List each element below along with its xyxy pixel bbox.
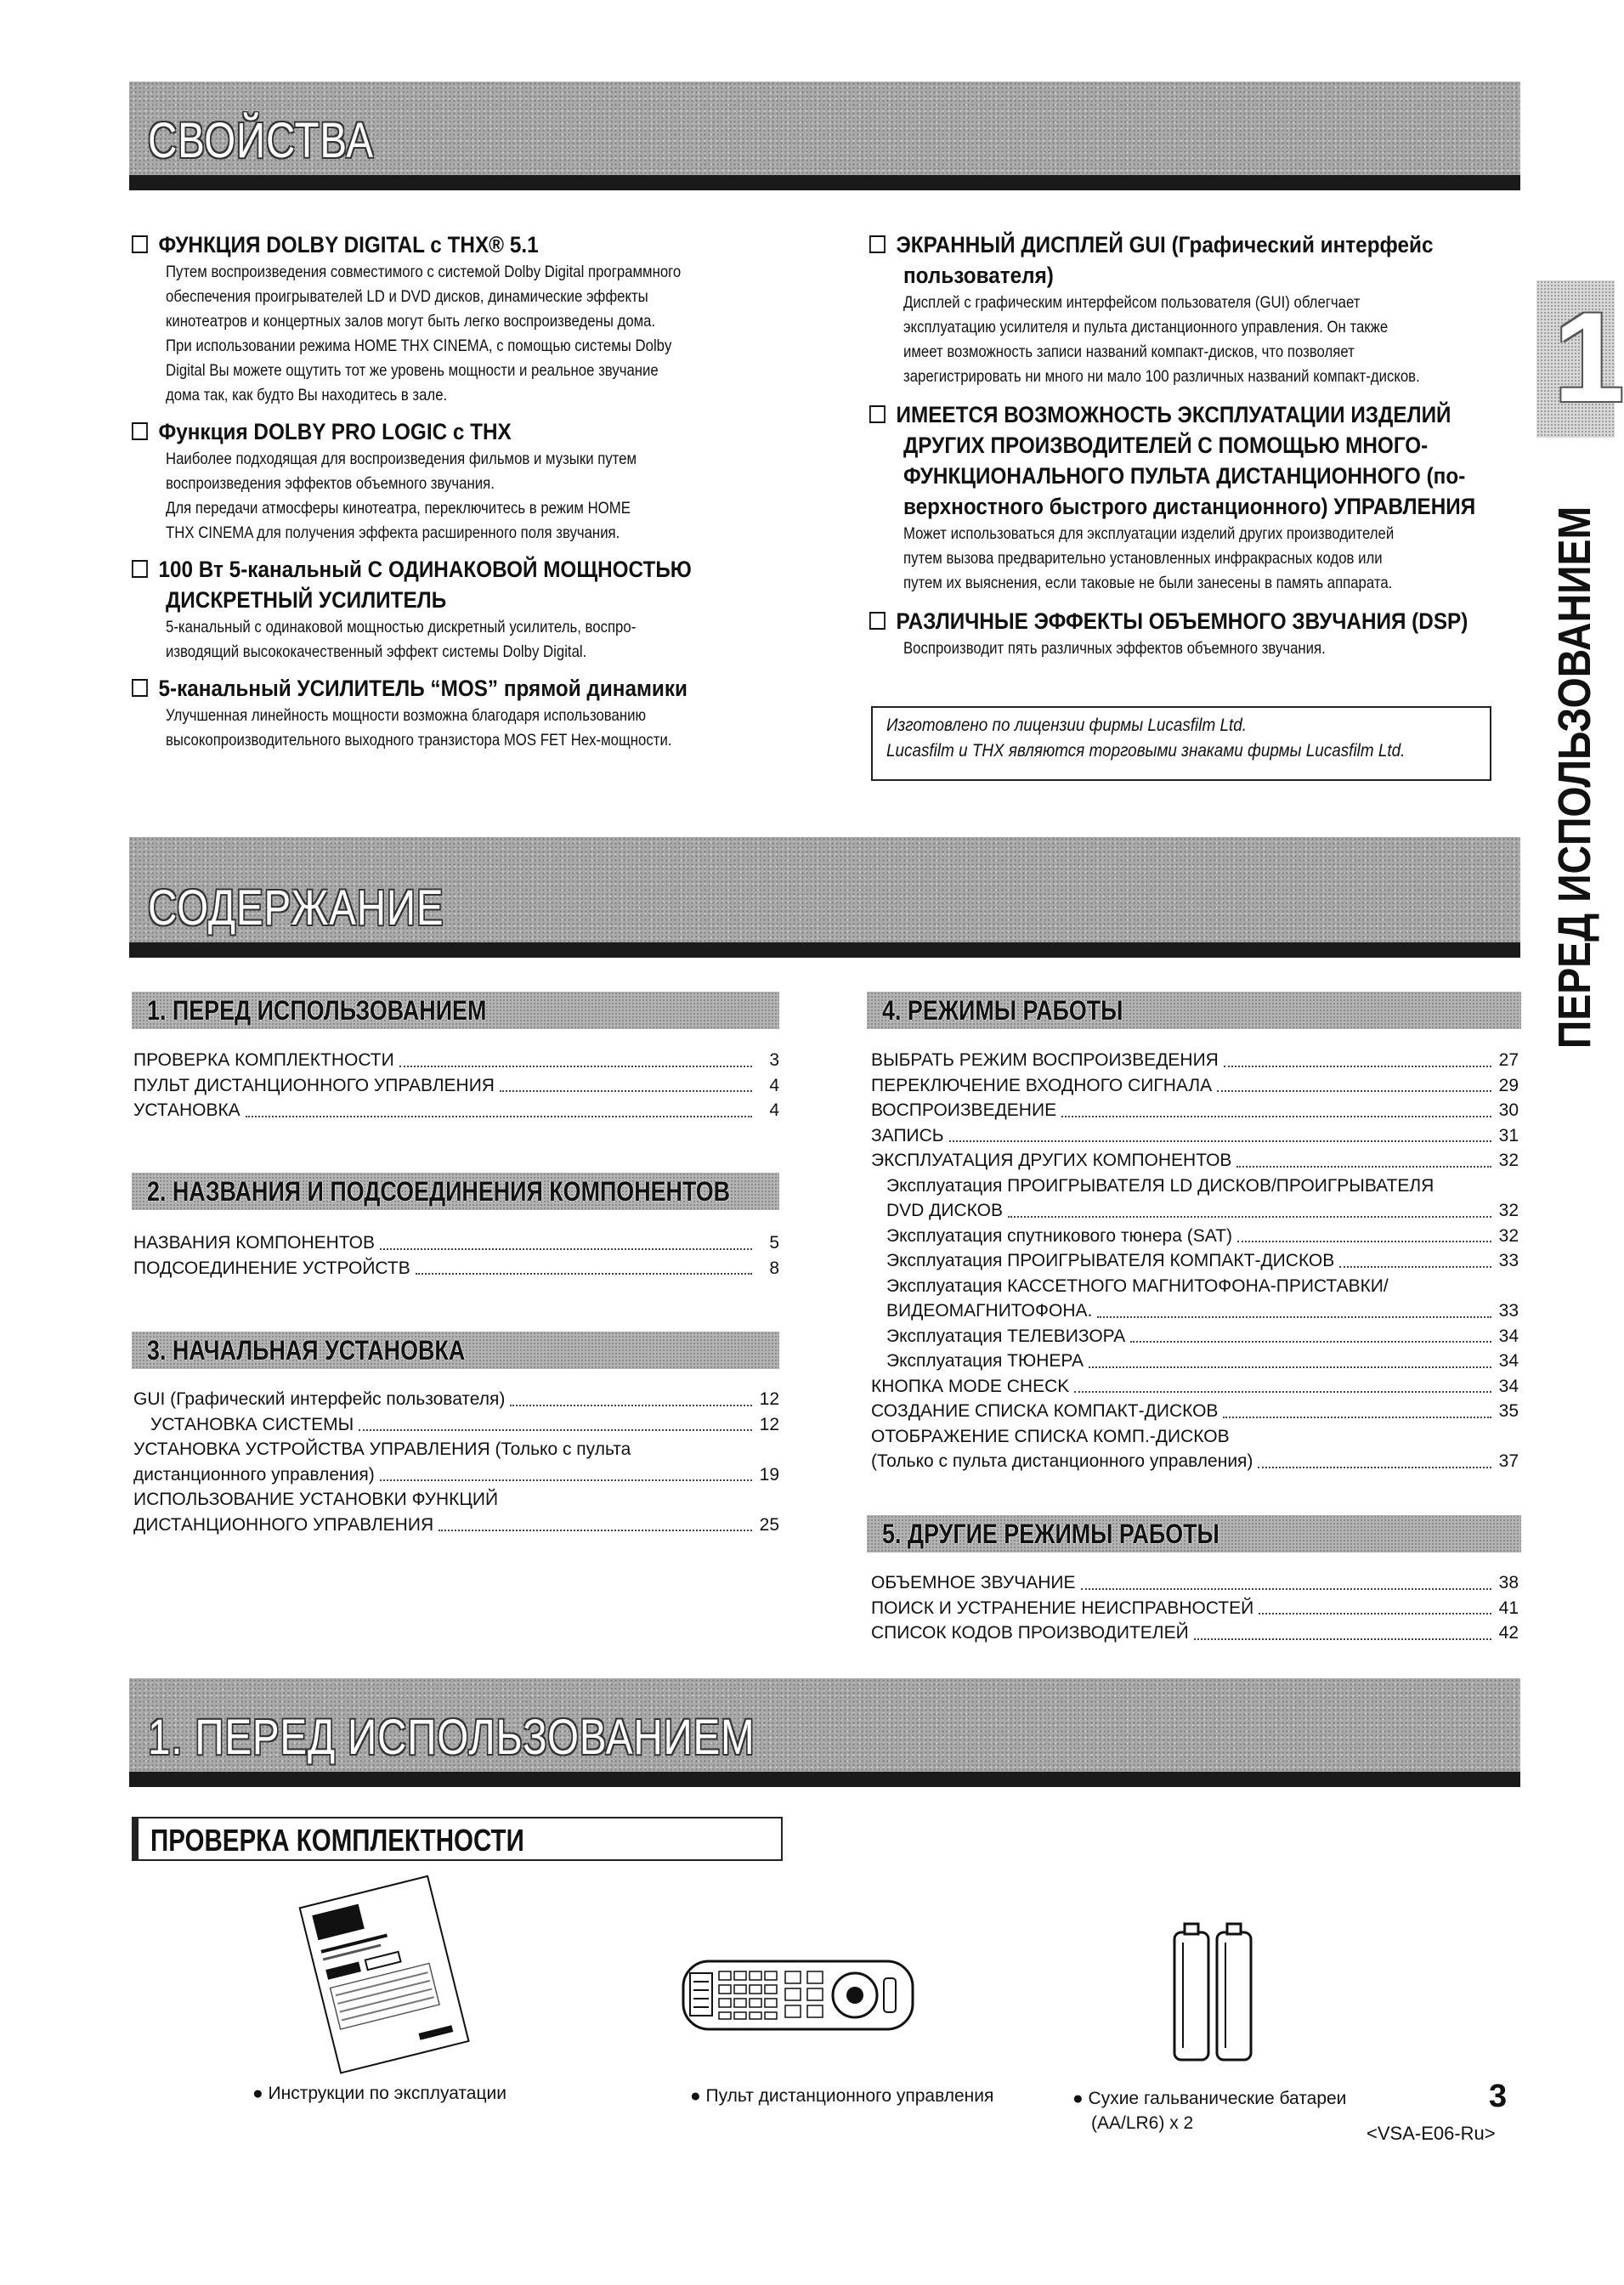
feature-heading-text: Функция DOLBY PRO LOGIC с THX [158,419,512,444]
feature-heading [132,673,713,704]
toc-entry[interactable] [871,1349,1519,1374]
feature-text: THX CINEMA для получения эффекта расширенного поля звучания. [166,523,620,542]
chapter-side-tab [1536,280,1624,438]
toc-entry-label: ВИДЕОМАГНИТОФОНА. [886,1301,1093,1321]
feature-dsp [869,606,1519,661]
toc-entry-label: (Только с пульта дистанционного управления) [871,1451,1253,1471]
toc-entry-label: DVD ДИСКОВ [886,1201,1003,1220]
toc-section-3 [133,1387,779,1537]
toc-entry[interactable] [871,1449,1519,1474]
leader-dots [359,1429,752,1431]
license-line: Изготовлено по лицензии фирмы Lucasfilm Ltd. [886,715,1247,735]
toc-page-number: 35 [1498,1401,1519,1421]
toc-entry-label: Эксплуатация ПРОИГРЫВАТЕЛЯ LD ДИСКОВ/ПРОИГРЫВАТЕЛЯ [886,1175,1434,1196]
toc-page-number: 31 [1498,1125,1519,1145]
bullet-icon: ● [252,2084,263,2103]
toc-entry-label: ПУЛЬТ ДИСТАНЦИОННОГО УПРАВЛЕНИЯ [133,1075,495,1095]
toc-entry-label: ДИСТАНЦИОННОГО УПРАВЛЕНИЯ [133,1514,434,1535]
feature-pro-logic [132,416,778,546]
toc-page-number: 12 [759,1414,779,1434]
feature-text: Воспроизводит пять различных эффектов объемного звучания. [903,639,1326,658]
toc-entry-label: GUI (Графический интерфейс пользователя) [133,1389,506,1409]
feature-text: 5-канальный с одинаковой мощностью дискретный усилитель, воспро- [166,618,637,636]
caption-batteries [1072,2086,1346,2135]
license-line: Lucasfilm и THX являются торговыми знаками фирмы Lucasfilm Ltd. [886,741,1406,761]
feature-text: изводящий высококачественный эффект системы Dolby Digital. [166,642,587,661]
toc-entry[interactable] [133,1256,779,1281]
leader-dots [1194,1638,1491,1640]
feature-text: Digital Вы можете ощутить тот же уровень мощности и реальное звучание [166,361,659,380]
toc-section-1-header [132,992,779,1029]
toc-section-title: 3. НАЧАЛЬНАЯ УСТАНОВКА [147,1335,466,1366]
leader-dots [510,1405,752,1406]
toc-entry-label: Эксплуатация спутникового тюнера (SAT) [886,1225,1232,1246]
toc-entry[interactable] [871,1570,1519,1596]
side-tab-label [1536,467,1613,1088]
toc-page-number: 32 [1498,1151,1519,1170]
feature-amplifier [132,554,778,665]
feature-heading [132,416,713,447]
toc-section-5 [871,1570,1519,1646]
toc-entry-label: ПОИСК И УСТРАНЕНИЕ НЕИСПРАВНОСТЕЙ [871,1598,1254,1618]
toc-entry-label: УСТАНОВКА [133,1100,240,1120]
toc-entry-label: ЭКСПЛУАТАЦИЯ ДРУГИХ КОМПОНЕНТОВ [871,1151,1232,1170]
toc-entry-label: ВОСПРОИЗВЕДЕНИЕ [871,1100,1057,1120]
toc-entry[interactable] [871,1399,1519,1424]
leader-dots [1237,1241,1491,1242]
caption-batteries-line [1072,2086,1346,2111]
side-tab-text: ПЕРЕД ИСПОЛЬЗОВАНИЕМ [1549,506,1600,1049]
toc-entry[interactable] [133,1230,779,1256]
banner-rule [129,942,1520,958]
feature-text: кинотеатров и концертных залов могут быть легко воспроизведены дома. [166,312,656,331]
contents-banner [129,837,1520,958]
toc-entry[interactable] [871,1098,1519,1123]
checkbox-square-icon [869,405,886,423]
feature-heading-text: ФУНКЦИЯ DOLBY DIGITAL с THX® 5.1 [158,232,539,257]
feature-mos [132,673,778,753]
license-box [871,706,1491,781]
toc-entry-label: ЗАПИСЬ [871,1125,944,1145]
toc-page-number: 38 [1498,1573,1519,1592]
feature-heading-text: РАЗЛИЧНЫЕ ЭФФЕКТЫ ОБЪЕМНОГО ЗВУЧАНИЯ (DSP) [896,608,1468,634]
toc-section-2 [133,1230,779,1281]
chapter-title: 1. ПЕРЕД ИСПОЛЬЗОВАНИЕМ [148,1710,755,1765]
feature-heading-text: ЭКРАННЫЙ ДИСПЛЕЙ GUI (Графический интерфейс [896,232,1434,257]
toc-entry-label: СПИСОК КОДОВ ПРОИЗВОДИТЕЛЕЙ [871,1623,1189,1643]
toc-page-number: 34 [1498,1376,1519,1396]
leader-dots [1008,1216,1491,1218]
document-code: <VSA-E06-Ru> [1367,2123,1496,2144]
leader-dots [1217,1090,1491,1092]
feature-text: Может использоваться для эксплуатации изделий других производителей [903,524,1395,543]
leader-dots [439,1530,752,1531]
toc-entry-label: НАЗВАНИЯ КОМПОНЕНТОВ [133,1233,376,1253]
toc-section-5-header [867,1515,1521,1553]
caption-manual [252,2084,506,2104]
leader-dots [1224,1066,1491,1067]
toc-entry-label: ОБЪЕМНОЕ ЗВУЧАНИЕ [871,1573,1076,1592]
leader-dots [380,1479,752,1481]
bullet-icon: ● [1072,2089,1084,2108]
toc-page-number: 5 [769,1233,779,1253]
toc-entry[interactable] [133,1513,779,1538]
toc-page-number: 25 [759,1514,779,1535]
feature-heading-text: 5-канальный УСИЛИТЕЛЬ “MOS” прямой динамики [158,676,688,701]
toc-entry-label: дистанционного управления) [133,1464,375,1485]
toc-section-title: 2. НАЗВАНИЯ И ПОДСОЕДИНЕНИЯ КОМПОНЕНТОВ [147,1176,731,1207]
checkbox-square-icon [869,612,886,630]
toc-page-number: 32 [1498,1201,1519,1220]
toc-page-number: 27 [1498,1050,1519,1070]
toc-page-number: 19 [759,1464,779,1485]
feature-text: имеет возможность записи названий компакт-дисков, что позволяет [903,342,1355,361]
toc-page-number: 4 [769,1075,779,1095]
feature-text: Улучшенная линейность мощности возможна благодаря использованию [166,706,647,725]
features-title: СВОЙСТВА [148,113,374,168]
caption-text: Сухие гальванические батареи [1088,2089,1347,2108]
toc-section-2-header [132,1173,779,1210]
leader-dots [1339,1266,1491,1268]
feature-text: дома так, как будто Вы находитесь в зале. [166,386,448,404]
bullet-icon: ● [690,2086,701,2106]
toc-section-title: 5. ДРУГИЕ РЕЖИМЫ РАБОТЫ [882,1519,1219,1549]
feature-heading [869,606,1468,636]
leader-dots [399,1066,752,1067]
leader-dots [246,1116,752,1117]
caption-remote [690,2086,993,2107]
toc-entry-label: Эксплуатация ТЮНЕРА [886,1351,1084,1371]
feature-heading-text: ДРУГИХ ПРОИЗВОДИТЕЛЕЙ С ПОМОЩЬЮ МНОГО- [903,433,1429,458]
features-banner [129,82,1520,190]
checkbox-square-icon [132,679,148,697]
manual-booklet [300,1876,469,2073]
toc-entry[interactable] [133,1462,779,1488]
features-right [869,229,1519,661]
toc-entry[interactable] [871,1596,1519,1621]
caption-text: Пульт дистанционного управления [705,2086,994,2106]
leader-dots [416,1273,752,1275]
toc-entry[interactable] [133,1387,779,1412]
features-left [132,229,778,753]
leader-dots [1097,1316,1491,1318]
toc-entry[interactable] [871,1620,1519,1646]
toc-entry-label: Эксплуатация ПРОИГРЫВАТЕЛЯ КОМПАКТ-ДИСКОВ [886,1251,1335,1270]
section-subtitle: ПРОВЕРКА КОМПЛЕКТНОСТИ [150,1823,524,1858]
toc-entry[interactable] [133,1098,779,1123]
leader-dots [1236,1166,1491,1168]
feature-text: высокопроизводительного выходного транзистора MOS FET Hex-мощности. [166,731,672,749]
feature-heading-text: ДИСКРЕТНЫЙ УСИЛИТЕЛЬ [166,587,447,613]
toc-page-number: 4 [769,1100,779,1120]
feature-multi-remote [869,399,1519,596]
leader-dots [1074,1391,1491,1393]
toc-entry[interactable] [871,1048,1519,1073]
toc-page-number: 32 [1498,1225,1519,1246]
toc-page-number: 34 [1498,1351,1519,1371]
checkbox-square-icon [132,235,148,253]
feature-heading-text: 100 Вт 5-канальный С ОДИНАКОВОЙ МОЩНОСТЬЮ [158,557,692,582]
feature-text: воспроизведения эффектов объемного звучания. [166,474,495,493]
remote-control-illustration [680,1953,918,2038]
side-tab-number: 1 [1553,286,1624,428]
feature-gui [869,229,1519,389]
toc-entry-label: УСТАНОВКА УСТРОЙСТВА УПРАВЛЕНИЯ (Только с пульта [133,1439,631,1459]
toc-page-number: 8 [769,1258,779,1278]
leader-dots [1258,1467,1491,1468]
banner-rule [129,175,1520,190]
toc-entry[interactable] [871,1073,1519,1099]
toc-entry-label: ОТОБРАЖЕНИЕ СПИСКА КОМП.-ДИСКОВ [871,1426,1230,1446]
toc-entry[interactable] [871,1374,1519,1400]
toc-entry[interactable] [871,1298,1519,1324]
feature-heading-text: ФУНКЦИОНАЛЬНОГО ПУЛЬТА ДИСТАНЦИОННОГО (по- [903,463,1466,489]
toc-entry-label: КНОПКА MODE CHECK [871,1376,1070,1396]
leader-dots [949,1140,1491,1142]
feature-heading [132,554,713,585]
toc-section-title: 1. ПЕРЕД ИСПОЛЬЗОВАНИЕМ [147,995,487,1026]
toc-page-number: 30 [1498,1100,1519,1120]
toc-page-number: 41 [1498,1598,1519,1618]
toc-section-3-header [132,1332,779,1369]
battery-2 [1217,1924,1251,2060]
feature-heading [869,399,1455,430]
leader-dots [1259,1613,1491,1615]
page-number: 3 [1489,2079,1508,2114]
toc-entry-label: ВЫБРАТЬ РЕЖИМ ВОСПРОИЗВЕДЕНИЯ [871,1050,1219,1070]
toc-entry-label: Эксплуатация КАССЕТНОГО МАГНИТОФОНА-ПРИСТАВКИ/ [886,1275,1389,1296]
feature-text: При использовании режима HOME THX CINEMA, с помощью системы Dolby [166,337,672,355]
toc-entry[interactable] [133,1048,779,1073]
toc-entry-label: СОЗДАНИЕ СПИСКА КОМПАКТ-ДИСКОВ [871,1401,1219,1421]
toc-section-title: 4. РЕЖИМЫ РАБОТЫ [882,995,1123,1026]
toc-section-4 [871,1048,1519,1474]
toc-entry-label: ПРОВЕРКА КОМПЛЕКТНОСТИ [133,1050,394,1070]
toc-entry-label: ПЕРЕКЛЮЧЕНИЕ ВХОДНОГО СИГНАЛА [871,1075,1213,1095]
toc-entry-label: Эксплуатация ТЕЛЕВИЗОРА [886,1326,1126,1346]
toc-section-1 [133,1048,779,1123]
toc-page-number: 34 [1498,1326,1519,1346]
feature-text: Для передачи атмосферы кинотеатра, переключитесь в режим HOME [166,499,631,518]
toc-entry-label: ИСПОЛЬЗОВАНИЕ УСТАНОВКИ ФУНКЦИЙ [133,1490,499,1509]
toc-entry[interactable] [871,1123,1519,1149]
toc-entry[interactable] [871,1248,1519,1274]
feature-text: Путем воспроизведения совместимого с системой Dolby Digital программного [166,263,682,281]
toc-entry[interactable] [871,1224,1519,1249]
feature-text: Дисплей с графическим интерфейсом пользователя (GUI) облегчает [903,293,1361,312]
feature-text: обеспечения проигрывателей LD и DVD дисков, динамические эффекты [166,287,648,306]
caption-text: (AA/LR6) x 2 [1091,2113,1194,2133]
subtitle-box [132,1817,783,1861]
banner-rule [129,1772,1520,1787]
checkbox-square-icon [869,235,886,253]
toc-entry[interactable] [133,1412,779,1438]
toc-entry[interactable] [871,1324,1519,1349]
toc-entry[interactable] [133,1073,779,1099]
feature-text: зарегистрировать ни много ни мало 100 различных названий компакт-дисков. [903,367,1420,386]
toc-page-number: 29 [1498,1075,1519,1095]
checkbox-square-icon [132,422,148,440]
leader-dots [380,1248,752,1250]
manual-booklet-illustration [285,1874,489,2078]
toc-entry[interactable] [871,1148,1519,1174]
feature-heading-text: верхностного быстрого дистанционного) УПРАВЛЕНИЯ [903,494,1476,519]
feature-text: Наиболее подходящая для воспроизведения фильмов и музыки путем [166,450,637,468]
leader-dots [1130,1341,1491,1343]
toc-page-number: 33 [1498,1251,1519,1270]
toc-entry-label: УСТАНОВКА СИСТЕМЫ [150,1414,354,1434]
feature-heading-text: пользователя) [903,263,1054,288]
feature-text: эксплуатацию усилителя и пульта дистанционного управления. Он также [903,318,1389,337]
toc-entry[interactable] [871,1198,1519,1224]
battery-1 [1174,1924,1208,2060]
checkbox-square-icon [132,560,148,578]
chapter-banner [129,1678,1520,1787]
toc-entry-label: ПОДСОЕДИНЕНИЕ УСТРОЙСТВ [133,1258,410,1278]
toc-section-4-header [867,992,1521,1029]
leader-dots [1061,1116,1491,1117]
leader-dots [500,1090,752,1092]
feature-heading [132,229,713,260]
leader-dots [1089,1366,1491,1368]
toc-page-number: 12 [759,1389,779,1409]
contents-title: СОДЕРЖАНИЕ [148,880,444,936]
feature-dolby-digital [132,229,778,408]
feature-text: путем вызова предварительно установленных инфракрасных кодов или [903,549,1383,568]
caption-text: Инструкции по эксплуатации [268,2084,506,2103]
toc-page-number: 33 [1498,1301,1519,1321]
toc-page-number: 42 [1498,1623,1519,1643]
feature-heading [869,229,1455,260]
leader-dots [1223,1417,1491,1418]
toc-page-number: 37 [1498,1451,1519,1471]
batteries-illustration [1164,1912,1266,2073]
leader-dots [1081,1588,1492,1590]
feature-text: путем их выяснения, если таковые не были занесены в память аппарата. [903,574,1393,592]
toc-page-number: 3 [769,1050,779,1070]
feature-heading-text: ИМЕЕТСЯ ВОЗМОЖНОСТЬ ЭКСПЛУАТАЦИИ ИЗДЕЛИЙ [896,402,1451,427]
